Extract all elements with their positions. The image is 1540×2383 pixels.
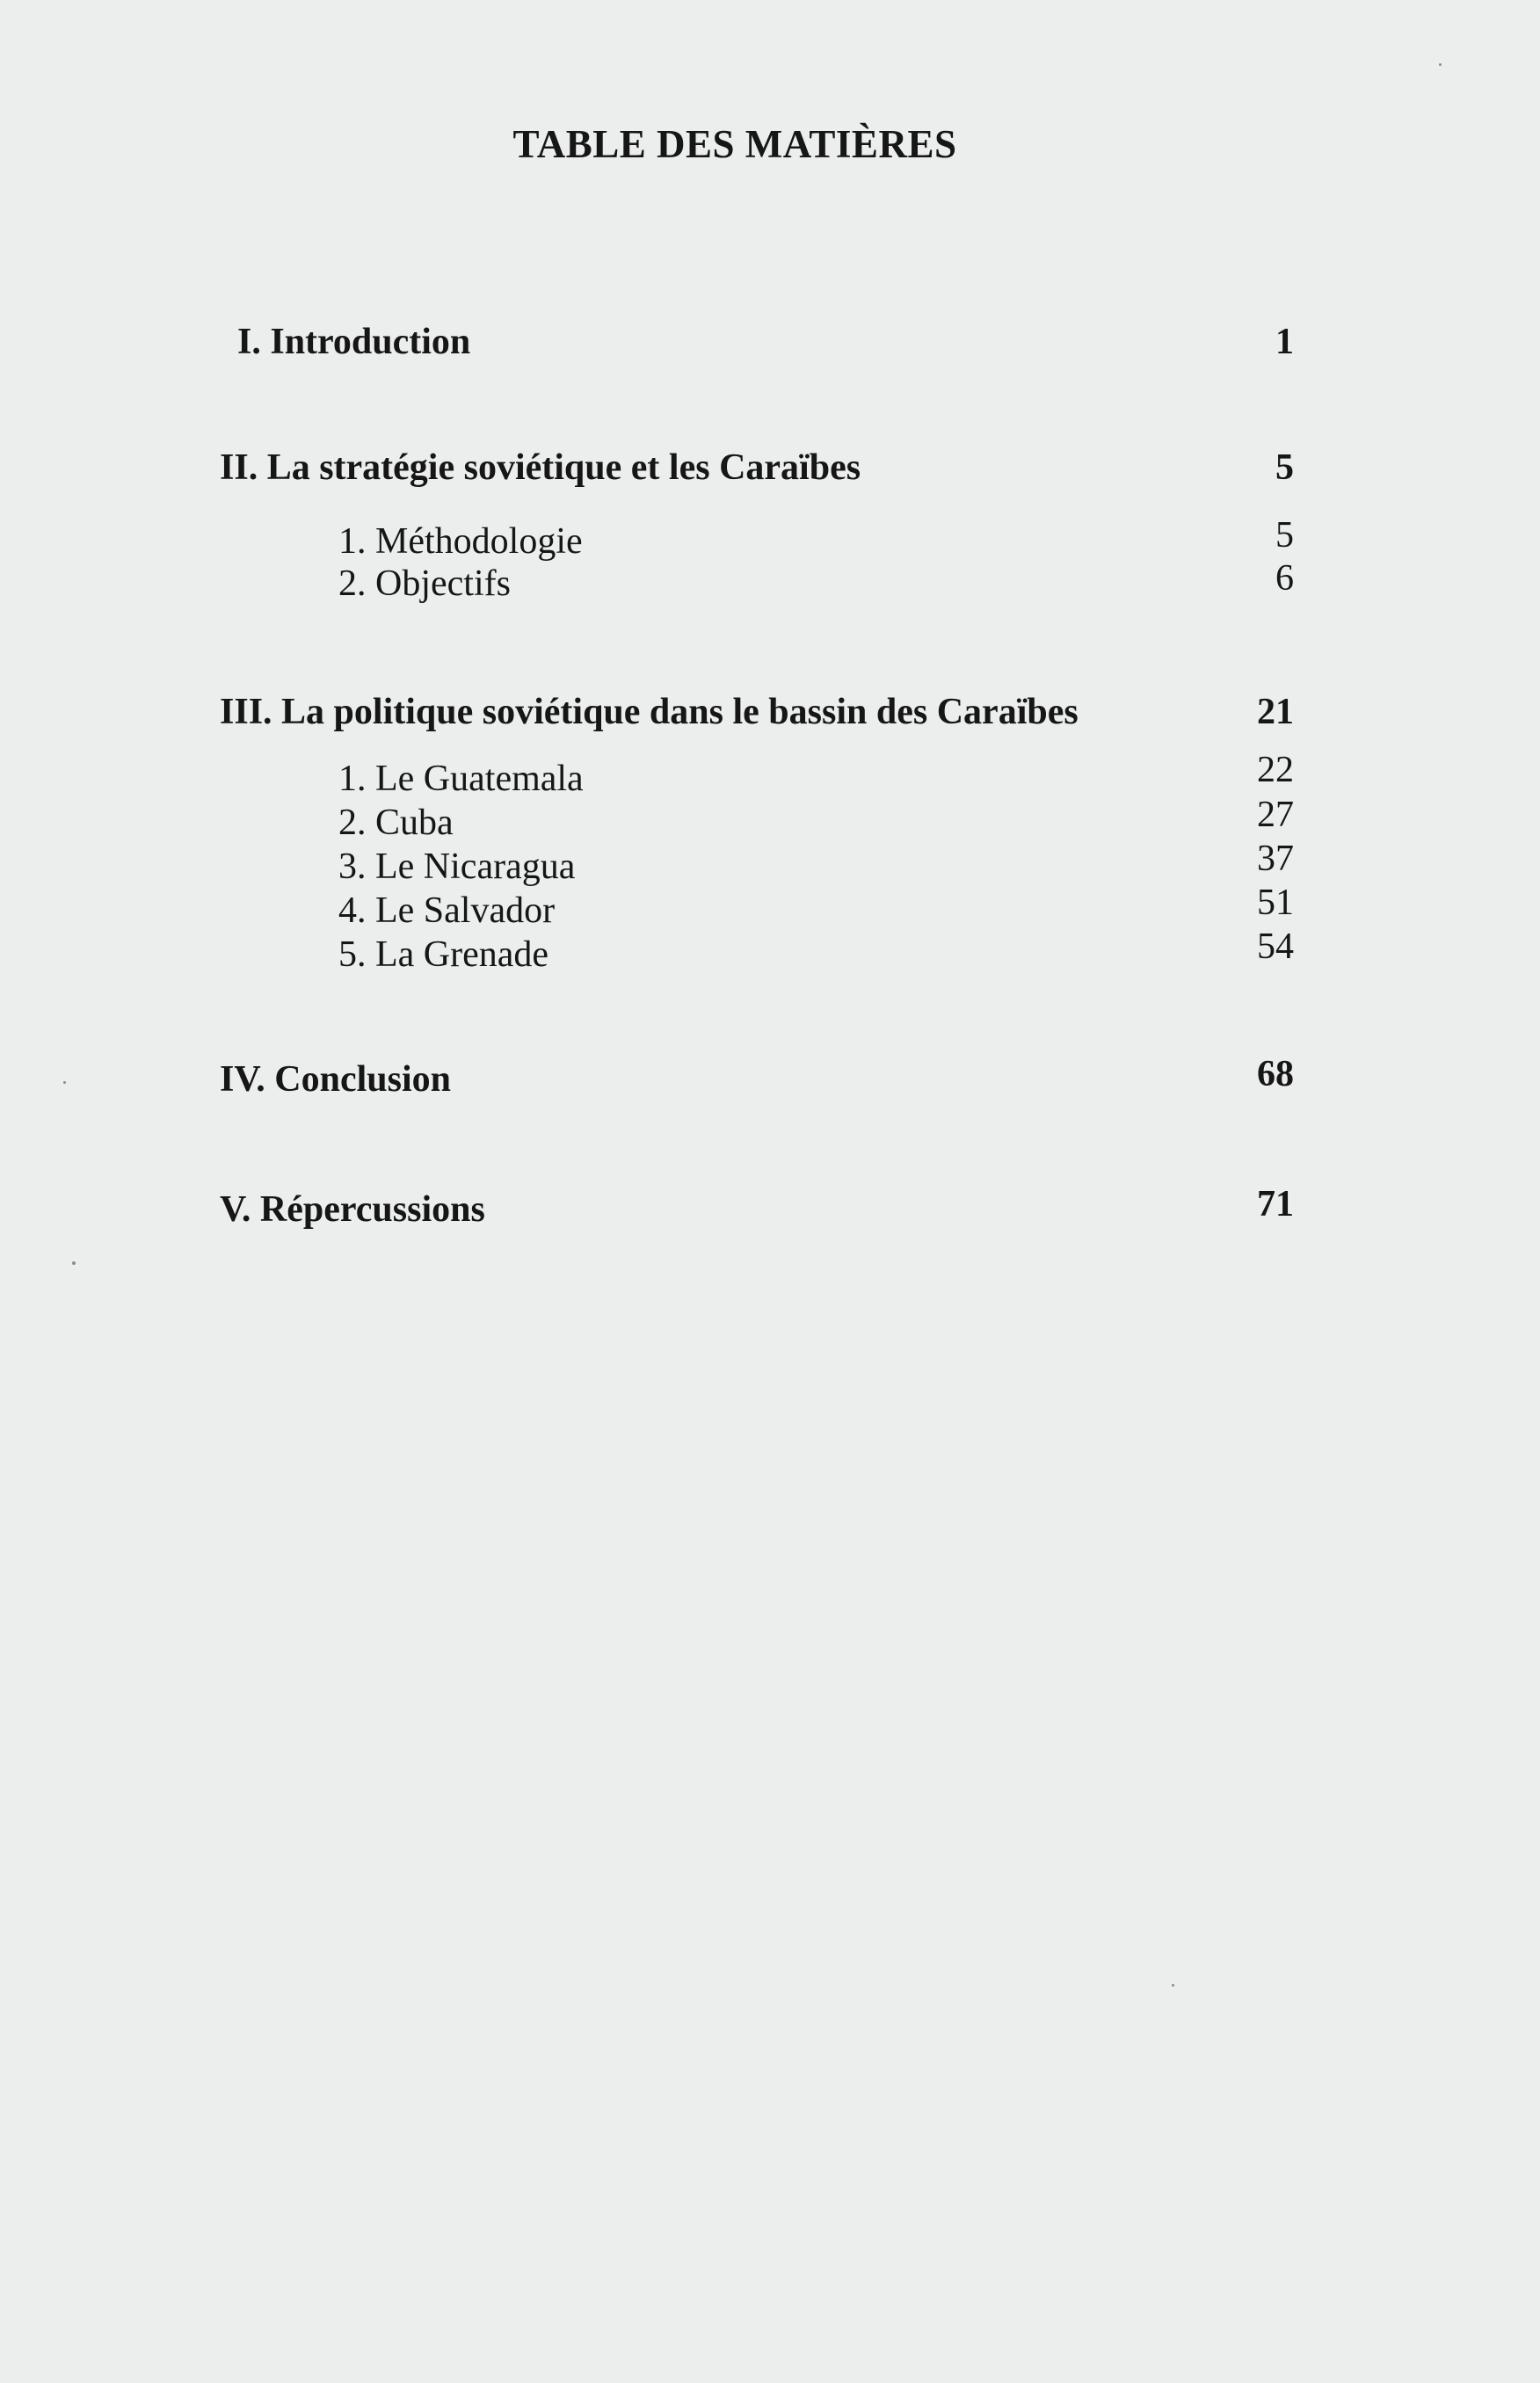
toc-section-2-2-page: 6 — [1275, 558, 1294, 599]
toc-chapter-5: V. Répercussions — [220, 1189, 485, 1230]
toc-section-3-1-page: 22 — [1257, 750, 1294, 790]
scan-speck — [1439, 63, 1442, 66]
toc-section-2-1-page: 5 — [1275, 515, 1294, 556]
toc-section-3-5-page: 54 — [1257, 926, 1294, 967]
scan-speck — [1172, 1984, 1174, 1987]
toc-heading: TABLE DES MATIÈRES — [512, 122, 957, 166]
toc-section-3-2: 2. Cuba — [338, 803, 454, 843]
toc-section-3-2-page: 27 — [1257, 795, 1294, 835]
toc-chapter-3: III. La politique soviétique dans le bassin des Caraïbes — [220, 692, 1079, 732]
toc-section-3-5: 5. La Grenade — [338, 934, 549, 975]
toc-chapter-4-page: 68 — [1257, 1054, 1294, 1094]
toc-section-3-4: 4. Le Salvador — [338, 890, 556, 931]
toc-chapter-2-page: 5 — [1275, 447, 1294, 488]
toc-section-3-4-page: 51 — [1257, 883, 1294, 923]
toc-section-2-2: 2. Objectifs — [338, 563, 511, 604]
toc-section-3-3-page: 37 — [1257, 839, 1294, 879]
toc-chapter-3-page: 21 — [1257, 692, 1294, 732]
toc-chapter-2: II. La stratégie soviétique et les Caraïbes — [220, 447, 861, 488]
scan-speck — [72, 1261, 76, 1265]
toc-chapter-4: IV. Conclusion — [220, 1059, 451, 1100]
toc-chapter-1-page: 1 — [1275, 322, 1294, 362]
toc-section-2-1: 1. Méthodologie — [338, 521, 583, 562]
toc-chapter-5-page: 71 — [1257, 1184, 1294, 1224]
toc-section-3-1: 1. Le Guatemala — [338, 759, 584, 799]
scan-speck — [63, 1081, 66, 1084]
toc-chapter-1: I. Introduction — [237, 322, 471, 362]
toc-section-3-3: 3. Le Nicaragua — [338, 846, 576, 887]
